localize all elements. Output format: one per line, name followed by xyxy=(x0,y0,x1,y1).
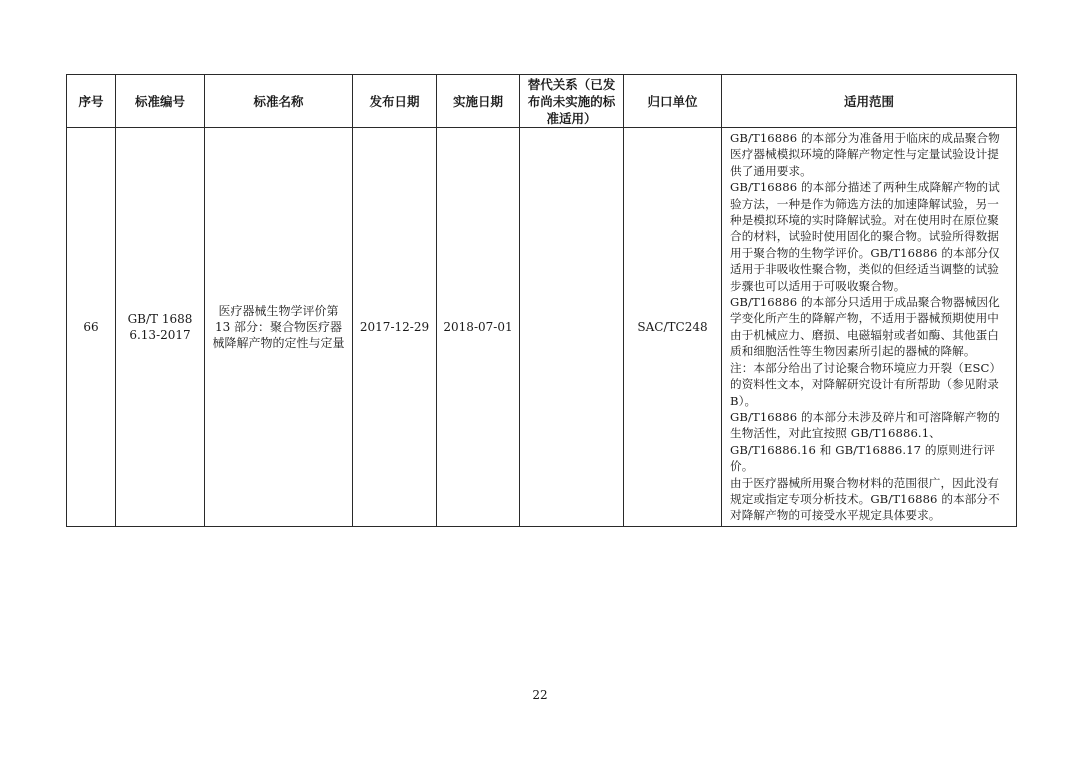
standards-table xyxy=(66,74,1017,527)
cell-scope xyxy=(722,128,1017,527)
header-owner: 归口单位 xyxy=(624,75,722,128)
table-row xyxy=(67,128,1017,527)
cell-release-date: 2017-12-29 xyxy=(353,128,437,527)
scope-paragraph: GB/T16886 的本部分未涉及碎片和可溶降解产物的生物活性，对此宜按照 GB/T16886.1、GB/T16886.16 和 GB/T16886.17 的原则进行评价。 xyxy=(730,409,1000,474)
page-number: 22 xyxy=(532,688,548,702)
header-seq: 序号 xyxy=(67,75,116,128)
scope-paragraph: GB/T16886 的本部分为准备用于临床的成品聚合物医疗器械模拟环境的降解产物定性与定量试验设计提供了通用要求。 xyxy=(730,131,1000,178)
cell-owner: SAC/TC248 xyxy=(624,128,722,527)
header-std-no: 标准编号 xyxy=(116,75,205,128)
scope-paragraph: GB/T16886 的本部分描述了两种生成降解产物的试验方法，一种是作为筛选方法的加速降解试验，另一种是模拟环境的实时降解试验。对在使用时在原位聚合的材料，试验时使用固化的聚合物。试验所得数据用于聚合物的生物学评价。GB/T16886 的本部分仅适用于非吸收性聚合物，类似的但经适当调整的试验步骤也可以适用于可吸收聚合物。 xyxy=(730,180,1000,293)
cell-impl-date: 2018-07-01 xyxy=(437,128,520,527)
header-row xyxy=(67,75,1017,128)
header-impl-date: 实施日期 xyxy=(437,75,520,128)
header-scope: 适用范围 xyxy=(722,75,1017,128)
scope-paragraph: 由于医疗器械所用聚合物材料的范围很广，因此没有规定或指定专项分析技术。GB/T16886 的本部分不对降解产物的可接受水平规定具体要求。 xyxy=(730,475,1000,523)
scope-note: 注：本部分给出了讨论聚合物环境应力开裂（ESC）的资料性文本，对降解研究设计有所帮助（参见附录 B）。 xyxy=(730,360,1002,408)
header-replace: 替代关系（已发布尚未实施的标准适用） xyxy=(520,75,624,128)
header-release-date: 发布日期 xyxy=(353,75,437,128)
cell-replace xyxy=(520,128,624,527)
scope-paragraph: GB/T16886 的本部分只适用于成品聚合物器械因化学变化所产生的降解产物，不适用于器械预期使用中由于机械应力、磨损、电磁辐射或者如酶、其他蛋白质和细胞活性等生物因素所引起的器械的降解。 xyxy=(730,295,1000,359)
cell-seq: 66 xyxy=(67,128,116,527)
cell-std-no: GB/T 16886.13-2017 xyxy=(116,128,205,527)
header-std-name: 标准名称 xyxy=(205,75,353,128)
cell-std-name: 医疗器械生物学评价第 13 部分：聚合物医疗器械降解产物的定性与定量 xyxy=(205,128,353,527)
